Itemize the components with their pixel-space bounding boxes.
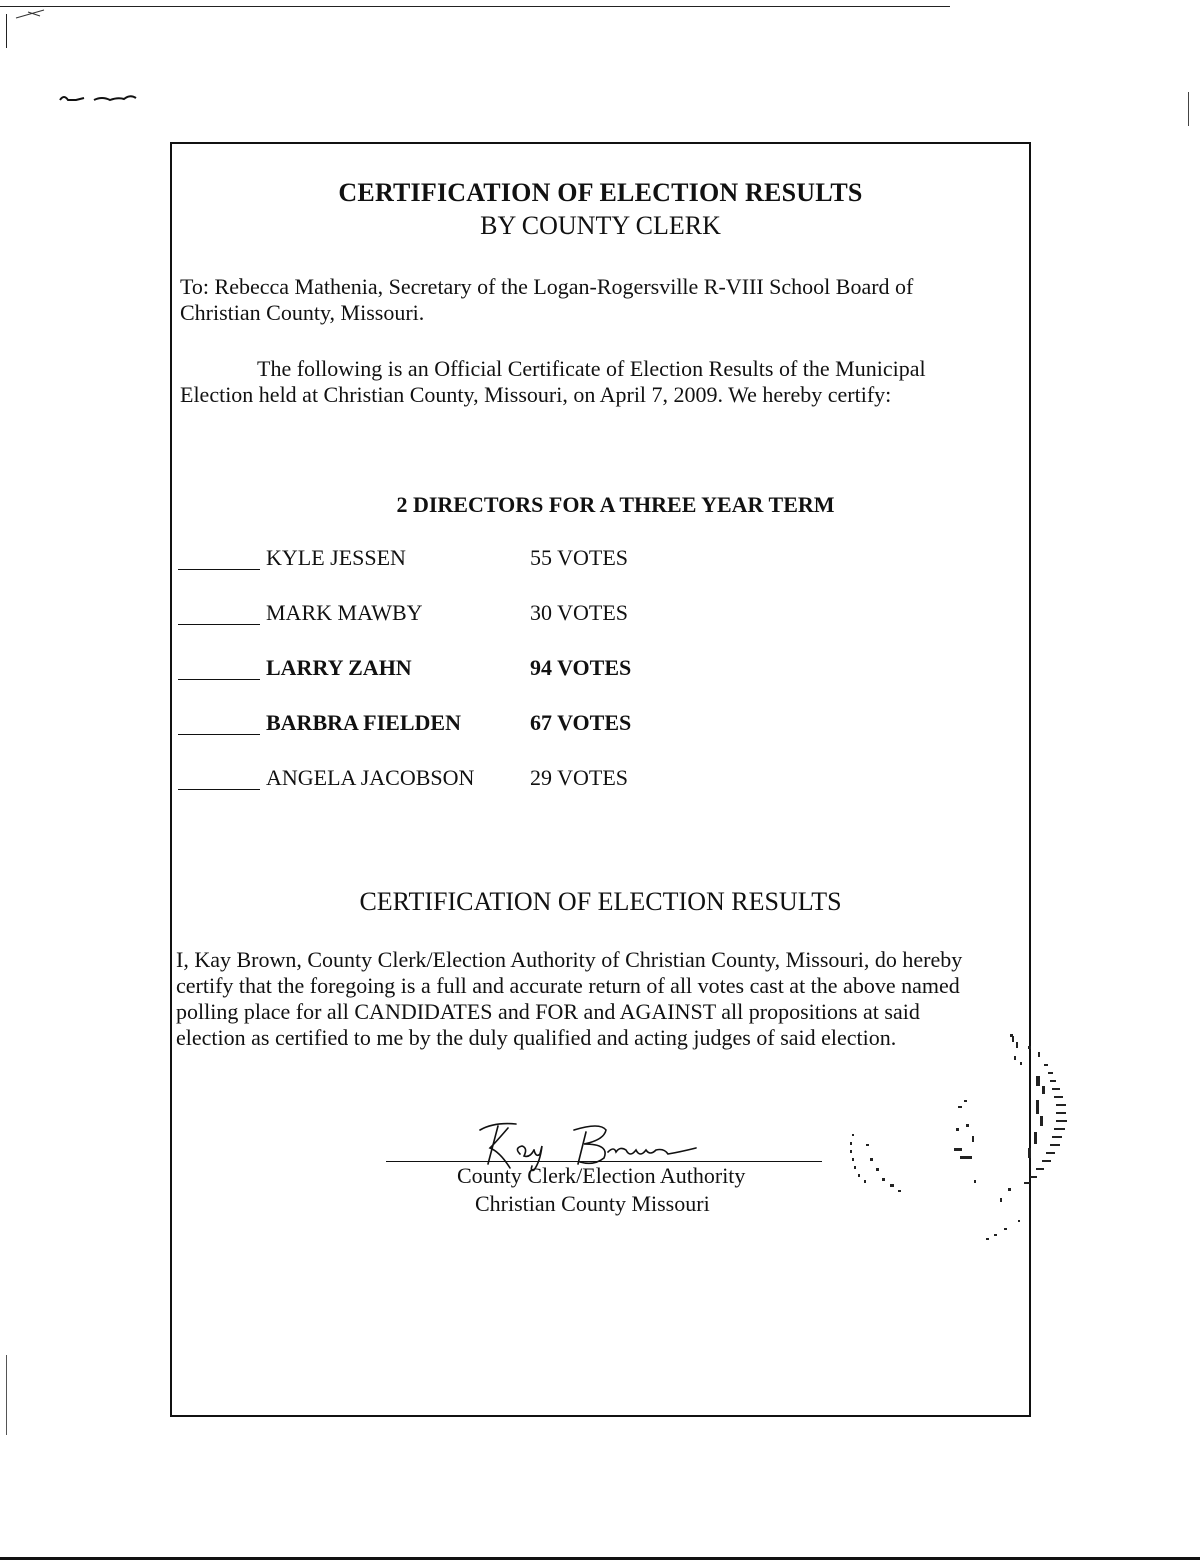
check-blank xyxy=(178,789,260,790)
signature-county: Christian County Missouri xyxy=(475,1191,710,1216)
candidate-list xyxy=(178,545,778,820)
signature-line xyxy=(386,1161,822,1162)
certification-line: I, Kay Brown, County Clerk/Election Authority of Christian County, Missouri, do hereby xyxy=(176,947,963,972)
candidate-name: BARBRA FIELDEN xyxy=(266,710,461,735)
check-blank xyxy=(178,624,260,625)
document-subtitle: BY COUNTY CLERK xyxy=(480,211,721,240)
scan-edge-line xyxy=(0,6,950,7)
check-blank xyxy=(178,734,260,735)
candidate-row xyxy=(178,545,778,600)
intro-line: The following is an Official Certificate of Election Results of the Municipal xyxy=(257,356,926,381)
race-heading: 2 DIRECTORS FOR A THREE YEAR TERM xyxy=(396,492,835,517)
candidate-votes: 94 VOTES xyxy=(530,655,632,680)
candidate-votes: 67 VOTES xyxy=(530,710,632,735)
candidate-row xyxy=(178,655,778,710)
candidate-votes: 30 VOTES xyxy=(530,600,628,625)
candidate-name: MARK MAWBY xyxy=(266,600,423,625)
candidate-row xyxy=(178,710,778,765)
county-seal-emboss xyxy=(830,1020,1100,1270)
signature-title: County Clerk/Election Authority xyxy=(457,1163,746,1188)
candidate-votes: 55 VOTES xyxy=(530,545,628,570)
scan-corner-mark xyxy=(10,6,50,28)
certification-line: polling place for all CANDIDATES and FOR and AGAINST all propositions at said xyxy=(176,999,920,1024)
check-blank xyxy=(178,679,260,680)
addressee-line: Christian County, Missouri. xyxy=(180,300,425,325)
candidate-name: LARRY ZAHN xyxy=(266,655,412,680)
candidate-votes: 29 VOTES xyxy=(530,765,628,790)
intro-paragraph xyxy=(180,356,926,408)
candidate-row xyxy=(178,600,778,655)
candidate-row xyxy=(178,765,778,820)
scan-edge-mark xyxy=(6,14,7,48)
intro-line: Election held at Christian County, Missouri, on April 7, 2009. We hereby certify: xyxy=(180,382,892,407)
handwritten-mark xyxy=(58,88,148,106)
candidate-name: KYLE JESSEN xyxy=(266,545,406,570)
document-title: CERTIFICATION OF ELECTION RESULTS xyxy=(338,178,863,207)
scan-edge-mark xyxy=(6,1355,7,1435)
candidate-name: ANGELA JACOBSON xyxy=(266,765,475,790)
addressee xyxy=(180,274,913,326)
scan-bottom-edge xyxy=(0,1557,1200,1560)
check-blank xyxy=(178,569,260,570)
scan-edge-mark xyxy=(1188,92,1189,126)
certification-line: certify that the foregoing is a full and accurate return of all votes cast at the above named xyxy=(176,973,960,998)
certification-heading: CERTIFICATION OF ELECTION RESULTS xyxy=(359,887,842,916)
addressee-line: To: Rebecca Mathenia, Secretary of the Logan-Rogersville R-VIII School Board of xyxy=(180,274,914,299)
certification-line: election as certified to me by the duly qualified and acting judges of said election. xyxy=(176,1025,897,1050)
